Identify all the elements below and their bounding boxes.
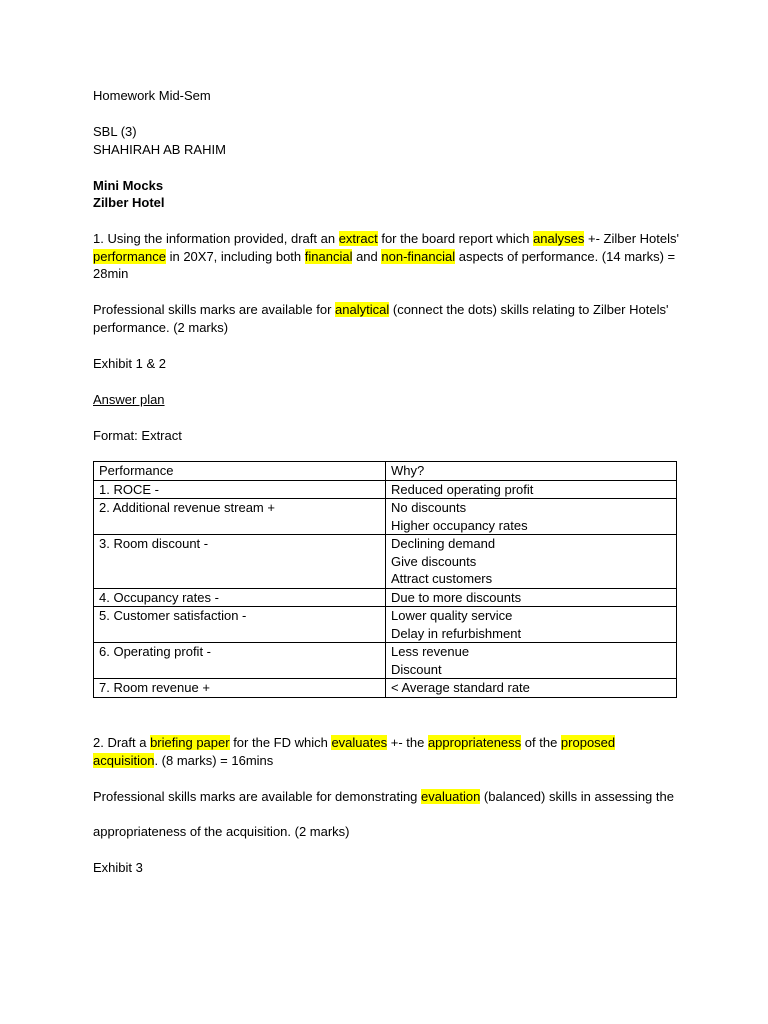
highlight-evaluation: evaluation — [421, 789, 481, 804]
table-row — [94, 588, 677, 607]
q1-text-part: aspects of performance. (14 marks) = 28min — [93, 248, 676, 281]
why-line: No discounts — [391, 500, 467, 515]
format-label: Format: Extract — [93, 428, 182, 443]
exhibit-1-2-label: Exhibit 1 & 2 — [93, 356, 166, 371]
highlight-performance: performance — [93, 248, 166, 264]
highlight-analytical: analytical — [335, 302, 390, 317]
q1-text-part: and — [352, 248, 382, 264]
why-cell — [386, 643, 677, 679]
highlight-proposed-acquisition: proposed acquisition — [93, 735, 616, 768]
course-code: SBL (3) — [93, 124, 137, 139]
table-row — [94, 643, 677, 679]
why-cell — [386, 607, 677, 643]
performance-cell: 3. Room discount - — [94, 535, 386, 589]
why-line: Give discounts — [391, 553, 477, 569]
highlight-evaluates: evaluates — [331, 735, 388, 750]
doc-title-zilber-hotel: Zilber Hotel — [93, 195, 165, 210]
why-cell — [386, 535, 677, 589]
table-row — [94, 607, 677, 643]
q2-text-part: for the FD which — [229, 735, 332, 750]
performance-cell: 6. Operating profit - — [94, 643, 386, 679]
student-name: SHAHIRAH AB RAHIM — [93, 142, 226, 157]
why-line: Reduced operating profit — [391, 481, 534, 497]
why-line: Discount — [391, 661, 442, 677]
why-line: Less revenue — [391, 644, 470, 659]
q1-ps-text: Professional skills marks are available for — [93, 302, 336, 317]
table-header-row — [94, 462, 677, 481]
why-line: Declining demand — [391, 536, 496, 551]
q2-professional-skills — [93, 788, 683, 806]
q2-ps-text: (balanced) skills in assessing the — [480, 789, 674, 804]
table-row — [94, 535, 677, 589]
performance-cell: 5. Customer satisfaction - — [94, 607, 386, 643]
table-row — [94, 480, 677, 499]
highlight-briefing-paper: briefing paper — [150, 735, 230, 750]
question-2-text — [93, 734, 683, 769]
highlight-appropriateness: appropriateness — [427, 735, 522, 750]
exhibit-3-label: Exhibit 3 — [93, 860, 143, 875]
header-performance: Performance — [94, 462, 386, 481]
q1-professional-skills — [93, 301, 683, 336]
why-cell — [386, 679, 677, 698]
performance-cell: 2. Additional revenue stream + — [94, 499, 386, 535]
why-line: Due to more discounts — [391, 589, 522, 605]
why-line: < Average standard rate — [391, 680, 530, 695]
highlight-extract: extract — [338, 231, 378, 246]
why-line: Lower quality service — [391, 608, 513, 623]
q2-text-part: 2. Draft a — [93, 735, 151, 750]
q1-text-part: for the board report which — [377, 231, 534, 246]
highlight-non-financial: non-financial — [381, 248, 456, 264]
header-why: Why? — [386, 462, 677, 481]
performance-cell: 4. Occupancy rates - — [94, 588, 386, 607]
why-cell — [386, 499, 677, 535]
table-row — [94, 679, 677, 698]
why-cell — [386, 480, 677, 499]
q1-text-part: +- Zilber Hotels' — [584, 231, 679, 246]
doc-title-mini-mocks: Mini Mocks — [93, 178, 164, 193]
performance-table — [93, 461, 677, 698]
homework-label: Homework Mid-Sem — [93, 88, 211, 103]
table-row — [94, 499, 677, 535]
highlight-analyses: analyses — [533, 231, 585, 246]
why-cell — [386, 588, 677, 607]
q2-ps-line2: appropriateness of the acquisition. (2 marks) — [93, 824, 350, 839]
q2-ps-text: Professional skills marks are available for demonstrating — [93, 789, 422, 804]
table-body — [94, 480, 677, 697]
why-line: Attract customers — [391, 571, 493, 586]
why-line: Delay in refurbishment — [391, 625, 522, 641]
highlight-financial: financial — [304, 248, 353, 264]
why-line: Higher occupancy rates — [391, 517, 528, 533]
question-1-text — [93, 230, 683, 283]
q2-text-part: . (8 marks) = 16mins — [154, 752, 274, 768]
q1-text-part: in 20X7, including both — [165, 248, 305, 264]
q2-text-part: of the — [521, 735, 561, 750]
q1-ps-text: (connect the dots) skills relating to Zilber Hotels' performance. (2 marks) — [93, 302, 669, 335]
performance-cell: 1. ROCE - — [94, 480, 386, 499]
performance-cell: 7. Room revenue + — [94, 679, 386, 698]
q1-text-part: 1. Using the information provided, draft an — [93, 231, 339, 246]
q2-text-part: +- the — [387, 735, 428, 750]
answer-plan-heading: Answer plan — [93, 392, 165, 407]
